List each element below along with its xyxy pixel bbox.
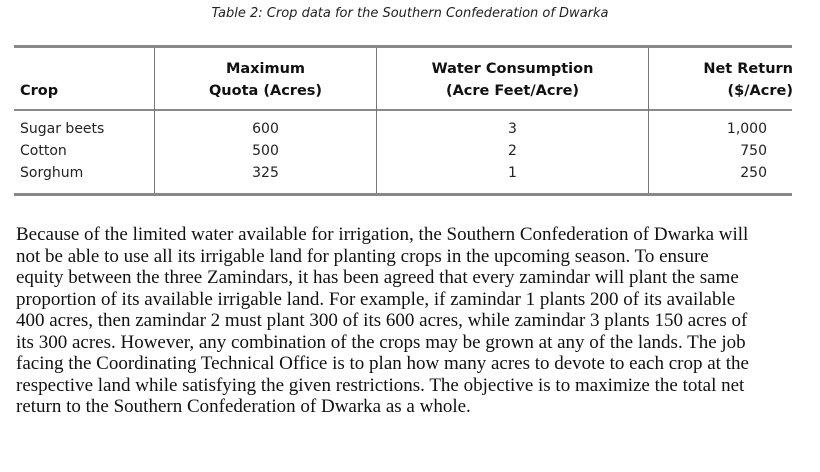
header-net-return-line1: Net Return [703, 61, 793, 77]
cell-net-return: 750 [740, 143, 767, 159]
cell-net-return: 250 [740, 165, 767, 181]
header-max-quota [155, 58, 376, 102]
header-max-quota-line2: Quota (Acres) [208, 83, 323, 99]
table-caption: Table 2: Crop data for the Southern Confederation of Dwarka [211, 6, 609, 21]
paragraph-line: equity between the three Zamindars, it has been agreed that every zamindar will plant the same [16, 267, 739, 288]
paragraph-line: proportion of its available irrigable land. For example, if zamindar 1 plants 200 of its available [16, 288, 736, 310]
paragraph-line: facing the Coordinating Technical Office is to plan how many acres to devote to each crop at the [16, 353, 749, 374]
header-water-consumption [377, 58, 648, 102]
cell-crop: Cotton [20, 143, 67, 159]
paragraph-line: not be able to use all its irrigable land for planting crops in the upcoming season. To ensure [16, 245, 709, 267]
paragraph-line: 400 acres, then zamindar 2 must plant 300 of its 600 acres, while zamindar 3 plants 150 acres of [16, 310, 748, 331]
header-water-line2: (Acre Feet/Acre) [445, 83, 580, 99]
cell-water: 3 [508, 121, 517, 137]
problem-description-paragraph [16, 224, 806, 418]
paragraph-line: its 300 acres. However, any combination of the crops may be grown at any of the lands. The job [16, 331, 746, 353]
header-max-quota-line1: Maximum [225, 61, 306, 77]
table-row [0, 163, 820, 184]
table-header-rule [14, 109, 792, 111]
cell-net-return: 1,000 [726, 121, 767, 137]
cell-quota: 600 [252, 121, 279, 137]
cell-quota: 325 [252, 165, 279, 181]
paragraph-line: return to the Southern Confederation of Dwarka as a whole. [16, 396, 471, 417]
table-row [0, 141, 820, 162]
cell-water: 1 [508, 165, 517, 181]
table-bottom-rule [14, 193, 792, 196]
table-top-rule [14, 45, 792, 48]
header-net-return [649, 58, 793, 102]
cell-crop: Sugar beets [20, 121, 105, 137]
cell-quota: 500 [252, 143, 279, 159]
paragraph-line: respective land while satisfying the given restrictions. The objective is to maximize the total net [16, 374, 745, 396]
cell-crop: Sorghum [20, 165, 84, 181]
paragraph-line: Because of the limited water available for irrigation, the Southern Confederation of Dwarka will [16, 224, 749, 245]
header-crop: Crop [20, 83, 59, 99]
header-water-line1: Water Consumption [431, 61, 594, 77]
cell-water: 2 [508, 143, 517, 159]
table-row [0, 119, 820, 140]
header-net-return-line2: ($/Acre) [727, 83, 793, 99]
